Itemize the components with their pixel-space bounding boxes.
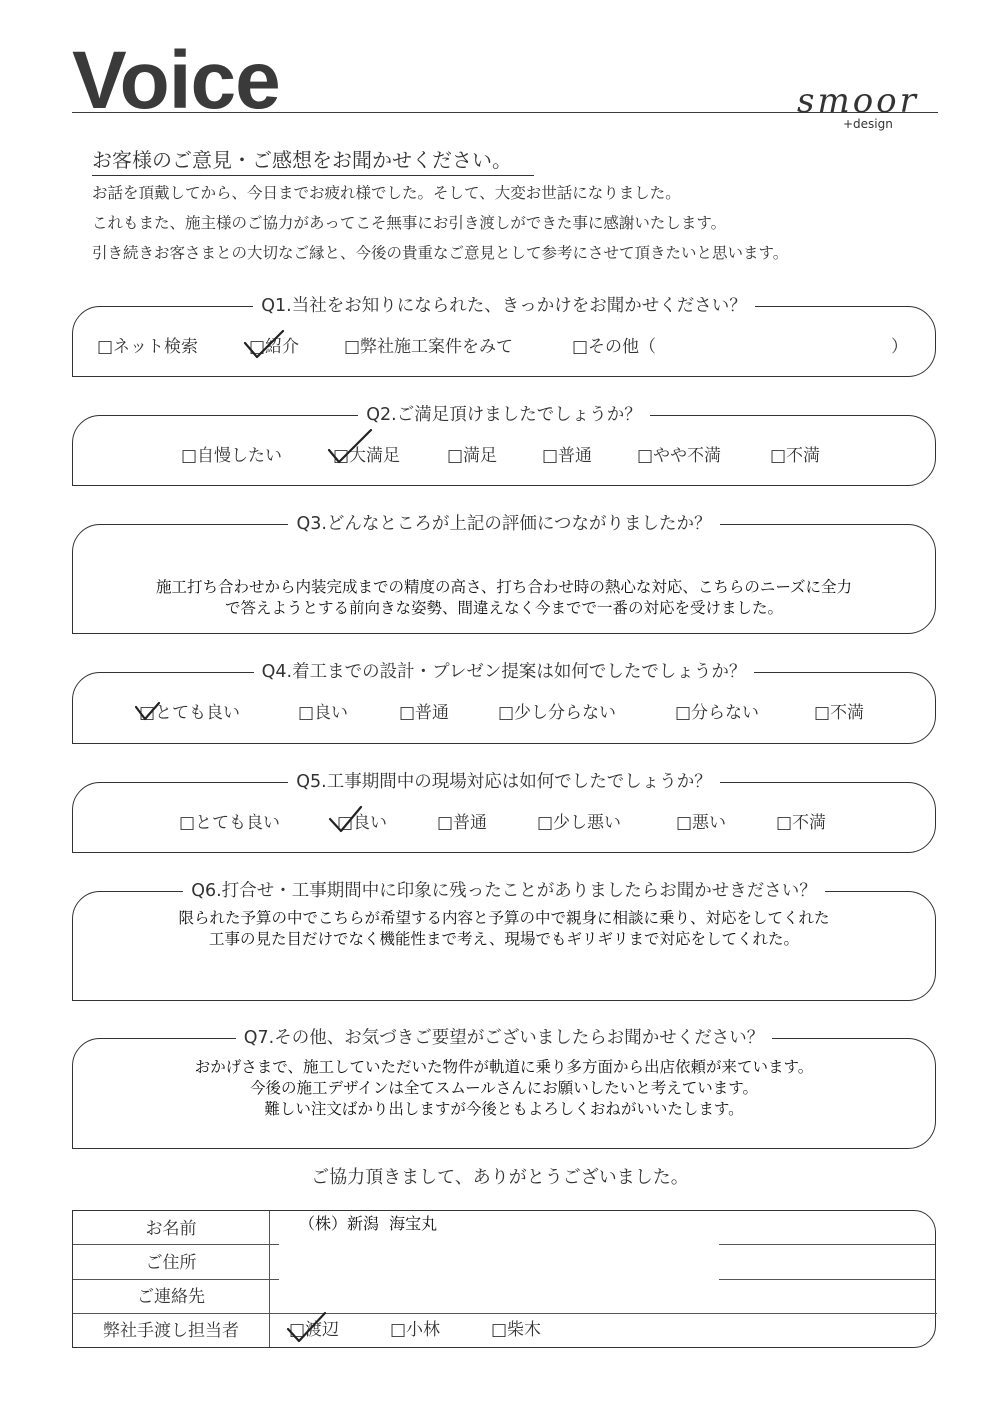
q1-other-close-paren: ） — [891, 337, 908, 357]
brand-logo-sub: +design — [843, 117, 893, 131]
q2-option-normal[interactable]: □普通 — [542, 446, 593, 466]
info-row-divider-3 — [73, 1313, 937, 1314]
q3-answer-line-1: 施工打ち合わせから内装完成までの精度の高さ、打ち合わせ時の熱心な対応、こちらのニーズに全力 — [155, 578, 853, 596]
q5-checkmark-icon — [327, 805, 373, 841]
q4-option-normal[interactable]: □普通 — [399, 703, 450, 723]
question-3-label: Q3.どんなところが上記の評価につながりましたか？ — [288, 514, 719, 534]
question-6-box — [72, 881, 936, 1001]
q5-option-bad[interactable]: □悪い — [676, 813, 727, 833]
q3-answer-line-2: で答えようとする前向きな姿勢、間違えなく今までで一番の対応を受けました。 — [224, 599, 783, 617]
contact-value[interactable] — [279, 1281, 711, 1311]
q7-answer-line-1: おかげさまで、施工していただいた物件が軌道に乗り多方面から出店依頼が来ています。 — [194, 1058, 814, 1076]
question-2-box — [72, 405, 936, 486]
q1-option-net-search[interactable]: □ネット検索 — [97, 337, 199, 357]
question-6-label: Q6.打合せ・工事期間中に印象に残ったことがありましたらお聞かせきださい？ — [183, 881, 824, 901]
info-right-line-2 — [719, 1279, 935, 1280]
q6-answer-line-2: 工事の見た目だけでなく機能性まで考え、現場でもギリギリまで対応をしてくれた。 — [209, 930, 799, 948]
staff-label: 弊社手渡し担当者 — [103, 1321, 239, 1341]
q1-option-referral[interactable]: □紹介 — [249, 337, 300, 357]
staff-checkmark-icon — [285, 1309, 331, 1345]
info-right-line-1 — [719, 1244, 935, 1245]
question-7-label: Q7.その他、お気づきご要望がございましたらお聞かせください？ — [236, 1028, 772, 1048]
question-7-box — [72, 1028, 936, 1149]
address-value[interactable] — [279, 1247, 711, 1277]
q5-option-dissatisfied[interactable]: □不満 — [776, 813, 827, 833]
q5-option-good[interactable]: □良い — [337, 813, 388, 833]
q1-checkmark-icon — [243, 329, 289, 365]
q5-option-very-good[interactable]: □とても良い — [179, 813, 281, 833]
intro-line-1: お話を頂戴してから、今日までお疲れ様でした。そして、大変お世話になりました。 — [92, 184, 681, 202]
q4-checkmark-icon — [133, 699, 179, 735]
q2-option-dissatisfied[interactable]: □不満 — [770, 446, 821, 466]
info-row-divider-1 — [73, 1244, 279, 1245]
name-label: お名前 — [145, 1219, 197, 1239]
contact-label: ご連絡先 — [137, 1287, 205, 1307]
page-title: Voice — [72, 35, 280, 126]
q2-option-slightly-dissatisfied[interactable]: □やや不満 — [637, 446, 722, 466]
q6-answer-line-1: 限られた予算の中でこちらが希望する内容と予算の中で親身に相談に乗り、対応をしてくれた — [178, 909, 830, 927]
customer-info-table — [72, 1210, 936, 1348]
q1-option-other[interactable]: □その他（ — [572, 337, 657, 357]
info-row-divider-2 — [73, 1279, 279, 1280]
question-1-label: Q1.当社をお知りになられた、きっかけをお聞かせください？ — [253, 296, 754, 316]
q4-option-unsure[interactable]: □分らない — [675, 703, 760, 723]
q7-answer-line-3: 難しい注文ばかり出しますが今後ともよろしくおねがいいたします。 — [264, 1100, 744, 1118]
name-value[interactable]: （株）新潟 海宝丸 — [299, 1214, 438, 1233]
question-4-label: Q4.着工までの設計・プレゼン提案は如何でしたでしょうか？ — [254, 662, 755, 682]
q4-option-dissatisfied[interactable]: □不満 — [814, 703, 865, 723]
q7-answer-line-2: 今後の施工デザインは全てスムールさんにお願いしたいと考えています。 — [249, 1079, 759, 1097]
staff-option-kobayashi[interactable]: □小林 — [390, 1320, 441, 1340]
staff-option-shibaki[interactable]: □柴木 — [491, 1320, 542, 1340]
intro-line-2: これもまた、施主様のご協力があってこそ無事にお引き渡しができた事に感謝いたします。 — [92, 214, 727, 232]
address-label: ご住所 — [145, 1253, 197, 1273]
brand-logo: smoor — [797, 81, 919, 121]
q1-option-past-works[interactable]: □弊社施工案件をみて — [344, 337, 514, 357]
staff-option-watanabe[interactable]: □渡辺 — [289, 1320, 340, 1340]
q4-option-good[interactable]: □良い — [298, 703, 349, 723]
question-3-box — [72, 514, 936, 634]
page-subtitle: お客様のご意見・ご感想をお聞かせください。 — [92, 148, 534, 176]
intro-line-3: 引き続きお客さまとの大切なご縁と、今後の貴重なご意見として参考にさせて頂きたいと思います。 — [92, 244, 789, 262]
q4-option-very-good[interactable]: □とても良い — [139, 703, 241, 723]
question-2-label: Q2.ご満足頂けましたでしょうか？ — [358, 405, 649, 425]
q2-option-very-satisfied[interactable]: □大満足 — [333, 446, 401, 466]
q2-option-proud[interactable]: □自慢したい — [181, 446, 283, 466]
thanks-message: ご協力頂きまして、ありがとうございました。 — [311, 1167, 689, 1188]
question-1-box — [72, 296, 936, 377]
q4-option-somewhat-unsure[interactable]: □少し分らない — [498, 703, 617, 723]
q2-checkmark-icon — [327, 428, 373, 464]
question-5-box — [72, 772, 936, 853]
q5-option-normal[interactable]: □普通 — [437, 813, 488, 833]
question-4-box — [72, 662, 936, 744]
question-5-label: Q5.工事期間中の現場対応は如何でしたでしょうか？ — [288, 772, 719, 792]
q5-option-slightly-bad[interactable]: □少し悪い — [537, 813, 622, 833]
q2-option-satisfied[interactable]: □満足 — [447, 446, 498, 466]
